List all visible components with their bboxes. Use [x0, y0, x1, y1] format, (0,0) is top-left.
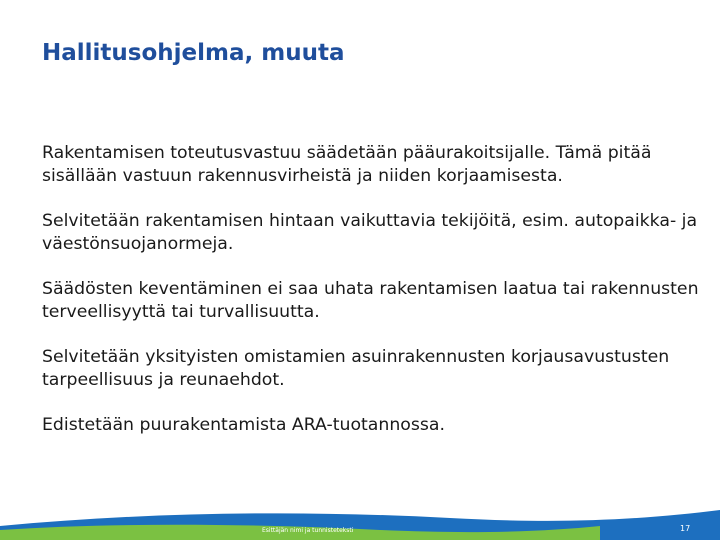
paragraph: Säädösten keventäminen ei saa uhata rakentamisen laatua tai rakennusten terveellisyyttä tai turvallisuutta. [42, 279, 699, 322]
footer-text: Esittäjän nimi ja tunnisteteksti [262, 527, 354, 534]
paragraph: Edistetään puurakentamista ARA-tuotannossa. [42, 415, 445, 435]
paragraph: Selvitetään rakentamisen hintaan vaikuttavia tekijöitä, esim. autopaikka- ja väestönsuojanormeja. [42, 211, 698, 254]
page-number: 17 [680, 524, 691, 533]
footer-band [0, 508, 720, 540]
slide-title: Hallitusohjelma, muuta [42, 40, 345, 66]
paragraph: Rakentamisen toteutusvastuu säädetään pääurakoitsijalle. Tämä pitää sisällään vastuun rakennusvirheistä ja niiden korjaamisesta. [42, 143, 652, 186]
paragraph: Selvitetään yksityisten omistamien asuinrakennusten korjausavustusten tarpeellisuus ja reunaehdot. [42, 347, 670, 390]
slide-body [42, 142, 704, 459]
footer-wave-graphic [0, 508, 720, 540]
